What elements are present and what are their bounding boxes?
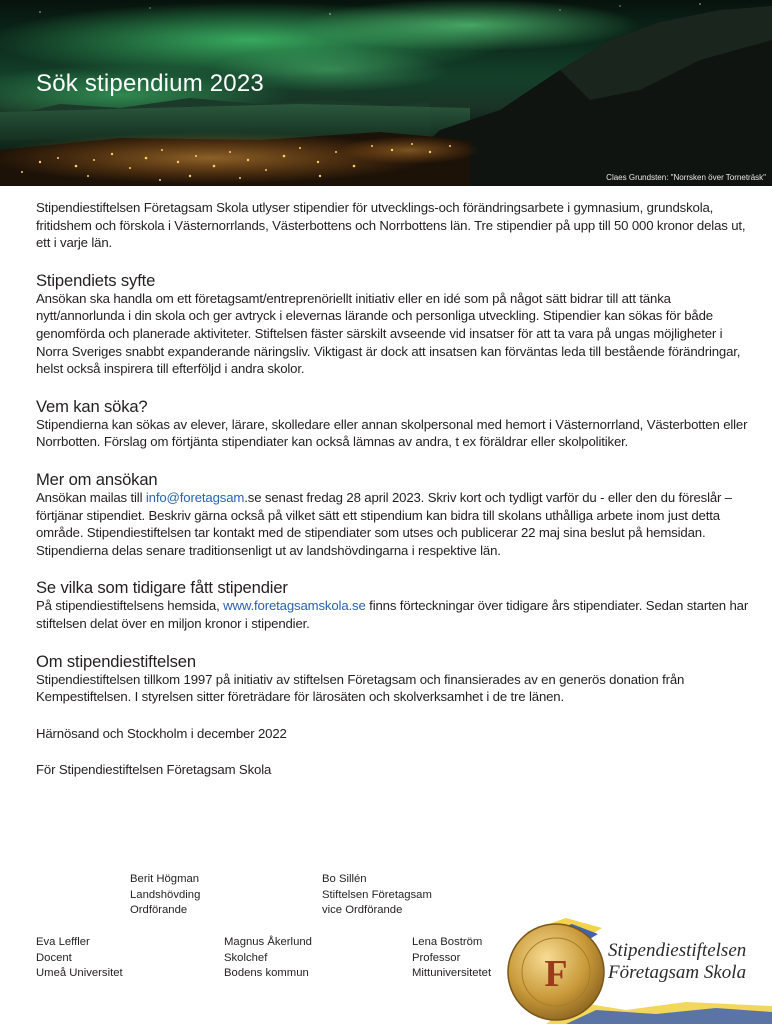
signatory-name: Bo Sillén [322, 873, 367, 885]
signatory-title: Skolchef [224, 951, 268, 964]
email-link[interactable]: info@foretagsam [145, 489, 245, 505]
section-body-ansokan [36, 489, 758, 559]
signatory-name: Lena Boström [412, 936, 483, 948]
section-heading-tidigare: Se vilka som tidigare fått stipendier [36, 578, 288, 598]
intro-paragraph: Stipendiestiftelsen Företagsam Skola utlyser stipendier för utvecklings-och förändringsarbete i gymnasium, grundskola, fritidshem och förskola i Västernorrlands, Västerbottens och Norrbottens län. Tre stipendier på upp till 50 000 kronor delas ut, ett i varje län. [36, 200, 746, 251]
medal-letter: F [544, 953, 568, 995]
signatory-block [412, 935, 491, 982]
hero-banner [0, 0, 772, 186]
signatory-block [322, 872, 432, 919]
logo-wordmark [608, 940, 772, 984]
logo-line-1: Stipendiestiftelsen [608, 940, 747, 961]
signatory-block [36, 935, 123, 982]
signatory-block [130, 872, 200, 919]
section-body-syfte: Ansökan ska handla om ett företagsamt/entreprenöriellt initiativ eller en idé som på något sätt bidrar till att tänka nytt/annorlunda i din skola och ger avtryck i elevernas lärande och personliga utveckling. Stipendier kan sökas för både genomförda och planerade aktiviteter. Stiftelsen fäster särskilt avseende vid insatser för att ta vara på ungas möjligheter i Norra Sveriges snabbt expanderande näringsliv. Viktigast är dock att insatsen kan förväntas leda till bestående förändringar, helst också inspirera till efterföljd i andra skolor. [36, 290, 741, 377]
signatory-role: Mittuniversitetet [412, 967, 492, 979]
page-title: Sök stipendium 2023 [36, 70, 264, 97]
signatory-title: Stiftelsen Företagsam [322, 888, 432, 901]
place-date: Härnösand och Stockholm i december 2022 [36, 725, 287, 741]
signatory-role: vice Ordförande [322, 904, 403, 916]
section-body-tidigare [36, 597, 758, 632]
section-body-vem: Stipendierna kan sökas av elever, lärare, skolledare eller annan skolpersonal med hemort i Västernorrland, Västerbotten eller Norrbotten. Förslag om förtjänta stipendiater kan också lämnas av andra, t ex föräldrar eller skolpolitiker. [36, 416, 748, 450]
section-body-om: Stipendiestiftelsen tillkom 1997 på initiativ av stiftelsen Företagsam och finansierades av en generös donation från Kempestiftelsen. I styrelsen sitter företrädare för lärosäten och skolverksamhet i de tre länen. [36, 671, 685, 705]
foundation-logo [506, 914, 772, 1024]
signatory-block [224, 935, 312, 982]
logo-line-2: Företagsam Skola [608, 962, 747, 983]
signatory-title: Landshövding [130, 888, 201, 901]
signatory-name: Eva Leffler [36, 936, 90, 948]
signatory-title: Docent [36, 951, 72, 964]
website-link[interactable]: www.foretagsamskola.se [223, 598, 366, 614]
tidigare-text-before: På stipendiestiftelsens hemsida, [36, 598, 224, 614]
ansokan-text-after: .se senast fredag 28 april 2023. Skriv kort och tydligt varför du - eller den du föreslår – förtjänar stipendiet. Beskriv gärna också på vilket sätt ett stipendium kan bidra till skolans uthålliga arbete inom just detta område. Stipendiestiftelsen tar kontakt med de stipendiater som utses och publicerar 22 maj sina beslut på hemsidan. Stipendierna delas senare traditionsenligt ut av landshövdingarna i respektive län. [36, 489, 732, 558]
signatory-name: Magnus Åkerlund [224, 936, 312, 948]
signatory-title: Professor [412, 951, 461, 964]
ansokan-text-before: Ansökan mailas till [36, 489, 146, 505]
document-body [36, 199, 758, 779]
on-behalf-line: För Stipendiestiftelsen Företagsam Skola [36, 762, 272, 778]
section-heading-syfte: Stipendiets syfte [36, 270, 156, 290]
tidigare-text-after: finns förteckningar över tidigare års stipendiater. Sedan starten har stiftelsen delat över en miljon kronor i stipendier. [36, 598, 749, 631]
section-heading-om: Om stipendiestiftelsen [36, 651, 196, 671]
photo-credit: Claes Grundsten: "Norrsken över Torneträsk" [606, 173, 766, 182]
signatory-role: Bodens kommun [224, 967, 309, 979]
signatory-role: Ordförande [130, 904, 188, 916]
section-heading-vem: Vem kan söka? [36, 396, 148, 416]
signatory-name: Berit Högman [130, 873, 200, 885]
signatory-role: Umeå Universitet [36, 967, 123, 979]
section-heading-ansokan: Mer om ansökan [36, 469, 158, 489]
